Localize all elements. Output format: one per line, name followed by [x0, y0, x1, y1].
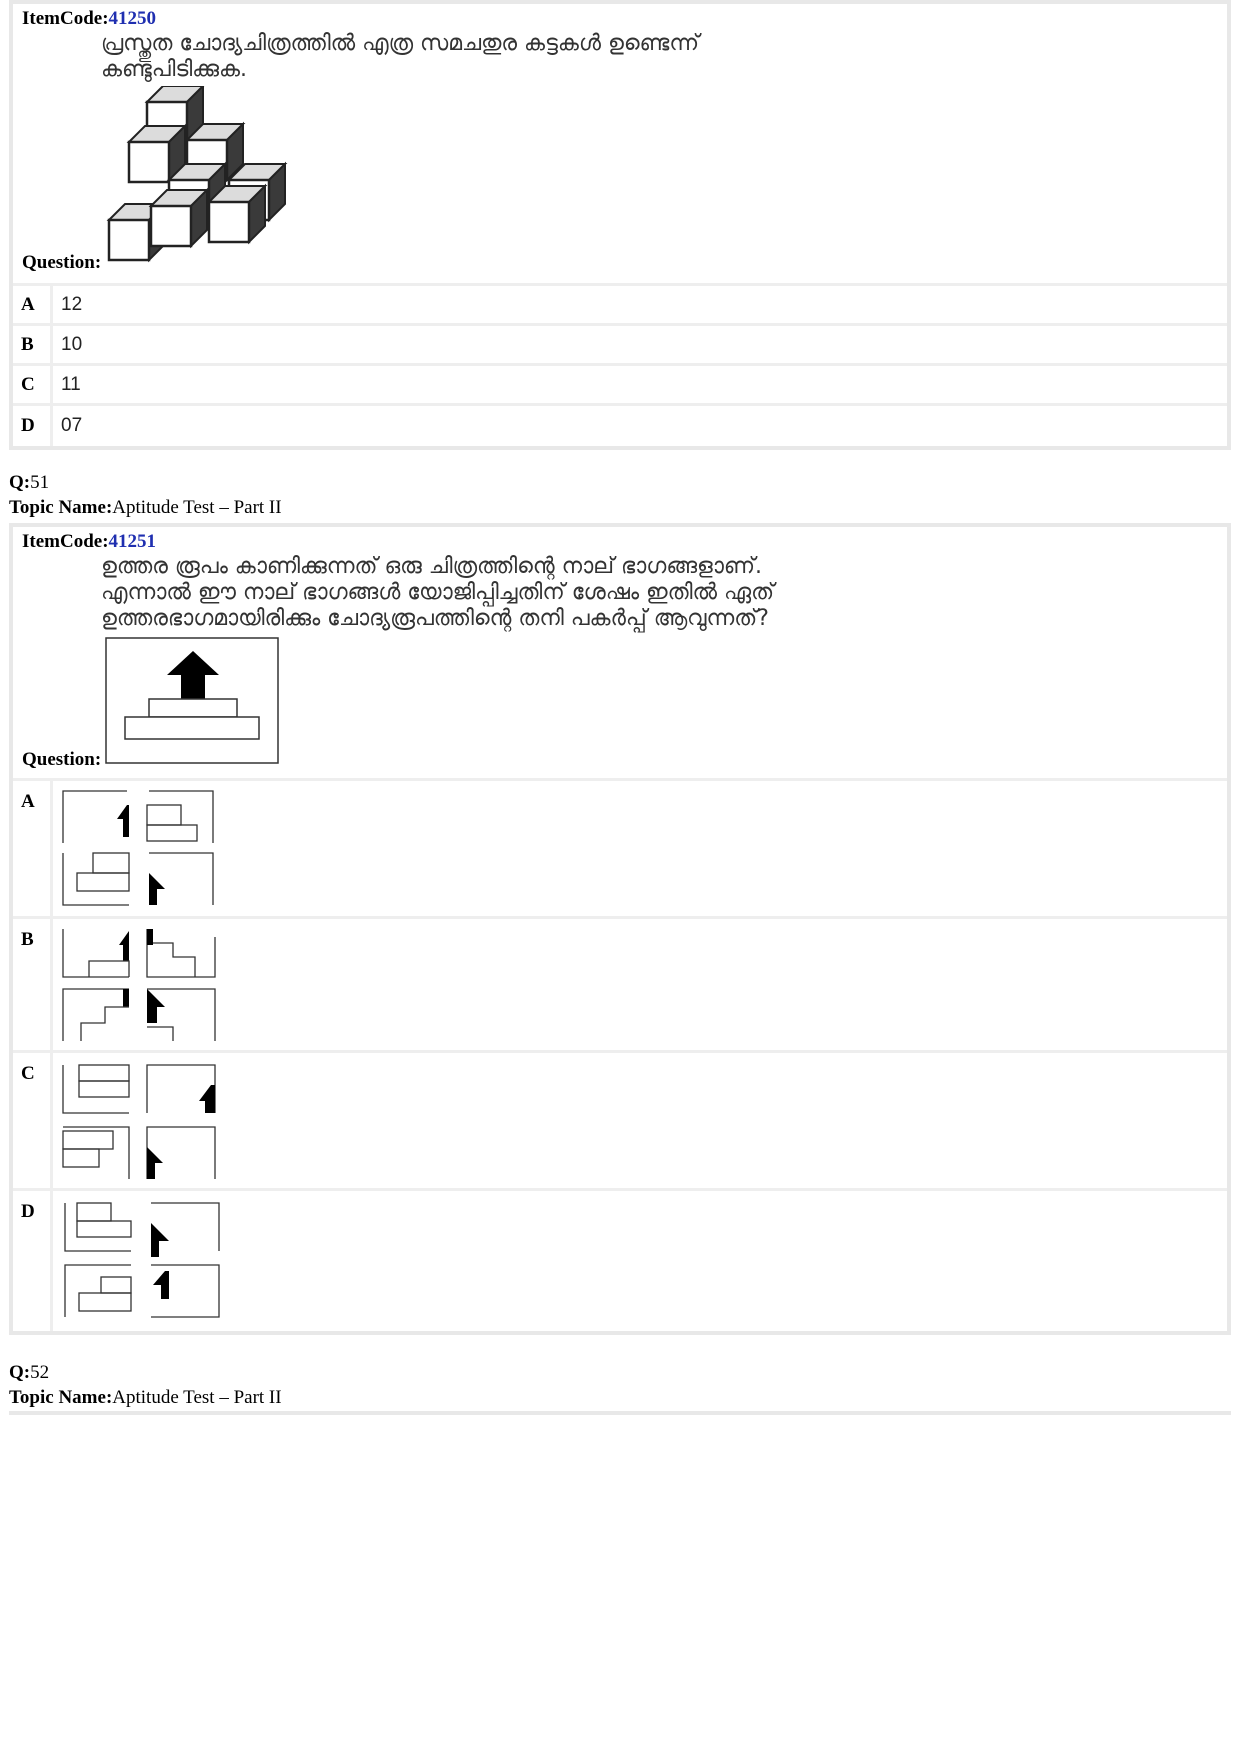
- option-value: 12: [61, 293, 83, 315]
- option-row-a[interactable]: [13, 286, 1227, 326]
- question-row: [13, 4, 1227, 286]
- question-number: 51: [30, 472, 50, 493]
- stacked-cubes-icon: [105, 86, 305, 271]
- option-value: 11: [61, 373, 81, 395]
- question-figure: [105, 637, 281, 765]
- arrow-on-steps-icon: [105, 637, 281, 765]
- question-block-41251: [9, 523, 1231, 1335]
- question-label: Question:: [22, 749, 102, 770]
- option-row-d[interactable]: [13, 406, 1227, 446]
- option-label: C: [13, 366, 53, 403]
- option-a-figure-icon: [61, 789, 221, 913]
- option-value: 07: [61, 415, 83, 436]
- question-row: [13, 527, 1227, 781]
- option-row-d[interactable]: [13, 1191, 1227, 1331]
- option-row-c[interactable]: [13, 366, 1227, 406]
- option-row-a[interactable]: [13, 781, 1227, 919]
- option-b-figure-icon: [61, 927, 221, 1049]
- option-label: B: [13, 919, 53, 1050]
- option-label: B: [13, 326, 53, 363]
- question-block-41250: [9, 0, 1231, 450]
- question-number: 52: [30, 1362, 50, 1383]
- topic-name: Aptitude Test – Part II: [112, 497, 282, 518]
- question-text: പ്രസ്തുത ചോദ്യചിത്രത്തിൽ എത്ര സമചതുര കട്ടകൾ ഉണ്ടെന്ന് കണ്ടുപിടിക്കുക.: [101, 31, 700, 82]
- option-label: C: [13, 1053, 53, 1188]
- option-label: A: [13, 781, 53, 916]
- option-row-c[interactable]: [13, 1053, 1227, 1191]
- option-row-b[interactable]: [13, 326, 1227, 366]
- question-label: Question:: [22, 252, 102, 273]
- option-label: A: [13, 286, 53, 323]
- question-meta-51: Q:51 Topic Name:Aptitude Test – Part II: [9, 472, 282, 518]
- item-code: ItemCode:41251: [22, 531, 157, 552]
- topic-name: Aptitude Test – Part II: [112, 1387, 282, 1408]
- option-c-figure-icon: [61, 1061, 221, 1185]
- item-code: ItemCode:41250: [22, 8, 157, 29]
- question-meta-52: Q:52 Topic Name:Aptitude Test – Part II: [9, 1362, 282, 1408]
- option-row-b[interactable]: [13, 919, 1227, 1053]
- item-code-number: 41250: [108, 8, 157, 29]
- item-code-number: 41251: [108, 531, 157, 552]
- option-d-figure-icon: [61, 1199, 225, 1325]
- divider: [9, 1411, 1231, 1415]
- option-value: 10: [61, 333, 83, 355]
- question-text: ഉത്തര രൂപം കാണിക്കുന്നത് ഒരു ചിത്രത്തിന്റെ നാല് ഭാഗങ്ങളാണ്. എന്നാൽ ഈ നാല് ഭാഗങ്ങൾ യോജിപ്പിച്ചതിന് ശേഷം ഇതിൽ ഏത് ഉത്തരഭാഗമായിരിക്കും ചോദ്യരൂപത്തിന്റെ തനി പകർപ്പ് ആവുന്നത്?: [101, 554, 775, 631]
- option-label: D: [13, 406, 53, 446]
- stacked-cubes-figure: [105, 86, 305, 271]
- option-label: D: [13, 1191, 53, 1331]
